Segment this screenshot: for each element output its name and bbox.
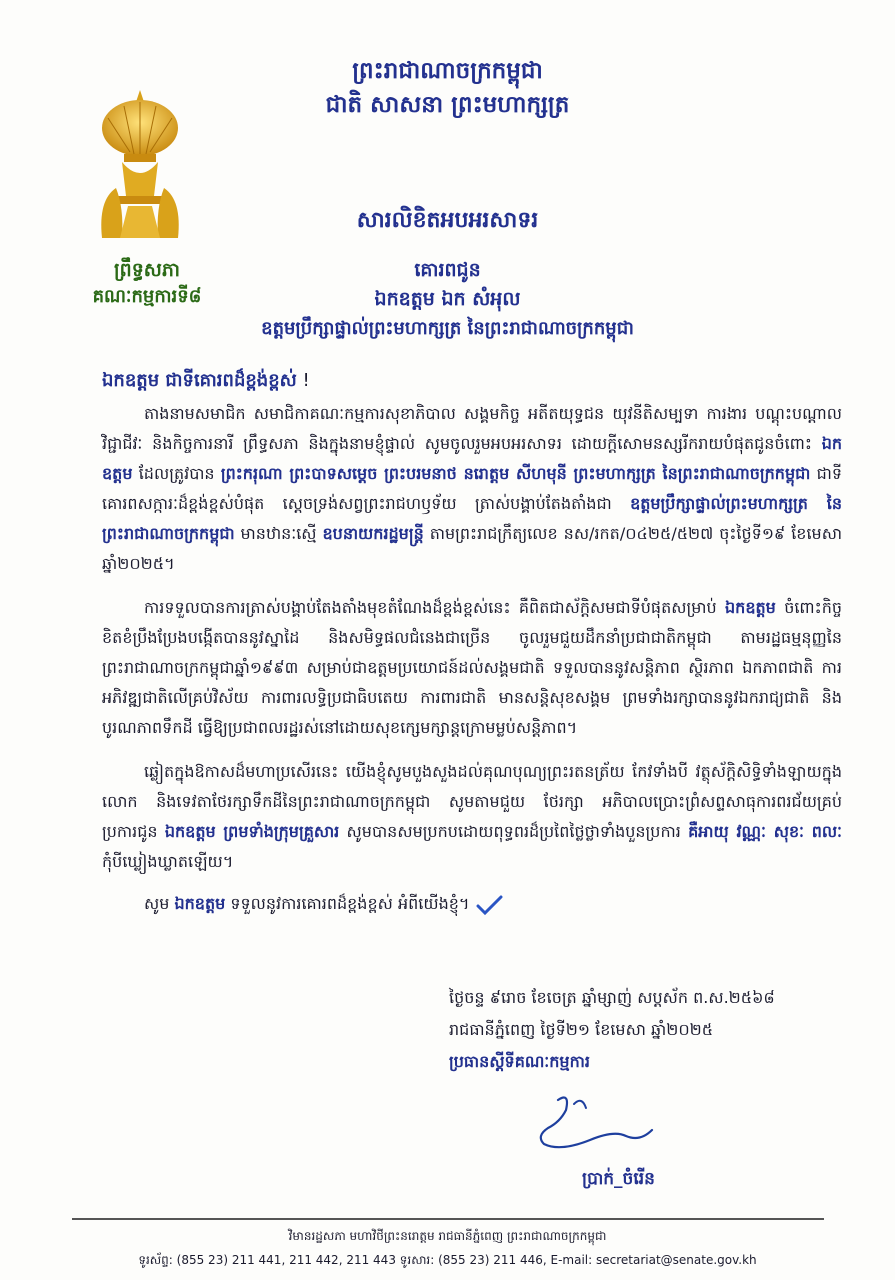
date-lunar: ថ្ងៃចន្ទ ៩រោច ខែចេត្រ ឆ្នាំម្សាញ់ សប្តស័ក ព.ស.២៥៦៨ (449, 988, 775, 1007)
footer-contact: ទូរស័ព្ទ: (855 23) 211 441, 211 442, 211 443 ទូរសារ: (855 23) 211 446, E-mail: secretariat@senate.gov.kh (138, 1253, 757, 1267)
date-block (449, 982, 825, 1078)
recipient-role: ឧត្តមប្រឹក្សាផ្ទាល់ព្រះមហាក្សត្រ នៃព្រះរាជាណាចក្រកម្ពុជា (261, 318, 634, 339)
salutation: ឯកឧត្តម ជាទីគោរពដ៏ខ្ពង់ខ្ពស់ ! (102, 370, 310, 391)
nation-name: ព្រះរាជាណាចក្រកម្ពុជា (352, 58, 543, 84)
to-label: គោរពជូន (414, 259, 481, 281)
sender-org: ព្រឹទ្ធសភា (114, 259, 180, 281)
letter-body (102, 368, 842, 919)
paragraph-2: ការទទួលបានការត្រាស់បង្គាប់តែងតាំងមុខតំណែងដ៏ខ្ពង់ខ្ពស់នេះ គឺពិតជាស័ក្តិសមជាទីបំផុតសម្រាប់ ឯកឧត្តម ចំពោះកិច្ចខិតខំប្រឹងប្រែងបង្កើតបាននូវស្នាដៃ និងសមិទ្ធផលជំនេងជាច្រើន ចូលរួមជួយដឹកនាំប្រជាជាតិកម្ពុជា តាមរដ្ឋធម្មនុញ្ញនៃព្រះរាជាណាចក្រកម្ពុជាឆ្នាំ១៩៩៣ សម្រាប់ជាឧត្តមប្រយោជន៍ដល់សង្គមជាតិ ទទួលបាននូវសន្តិភាព ស្ថិរភាព ឯកភាពជាតិ ការអភិវឌ្ឍជាតិលើគ្រប់វិស័យ ការពារលទ្ធិប្រជាធិបតេយ ការពារជាតិ មានសន្តិសុខសង្គម ព្រមទាំងរក្សាបាននូវឯករាជ្យជាតិ និងបូរណភាពទឹកដី ធ្វើឱ្យប្រជាពលរដ្ឋរស់នៅដោយសុខក្សេមក្សាន្តក្រោមម្លប់សន្តិភាព។ (102, 598, 843, 737)
letter-title: សារលិខិតអបអរសាទរ (356, 208, 539, 233)
sender-committee: គណៈកម្មការទី៨ (92, 286, 202, 307)
footer-address: វិមានរដ្ឋសភា មហាវិថីព្រះនរោត្តម រាជធានីភ្នំពេញ ព្រះរាជាណាចក្រកម្ពុជា (288, 1229, 607, 1243)
footer-divider (72, 1218, 824, 1220)
signature-icon (530, 1090, 660, 1160)
date-solar: រាជធានីភ្នំពេញ ថ្ងៃទី២១ ខែមេសា ឆ្នាំ២០២៥ (449, 1020, 714, 1039)
closing-line: សូម ឯកឧត្តម ទទួលនូវការគោរពដ៏ខ្ពង់ខ្ពស់ អំពីយើងខ្ញុំ។ (102, 889, 842, 919)
national-motto: ជាតិ សាសនា ព្រះមហាក្សត្រ (325, 92, 570, 118)
signer-name: ប្រាក់_ចំរើន (582, 1169, 655, 1189)
recipient-block (0, 256, 895, 343)
letter-footer (0, 1224, 895, 1272)
recipient-name: ឯកឧត្តម ឯក សំអុល (374, 288, 521, 310)
signer-title: ប្រធានស្តីទីគណៈកម្មការ (449, 1052, 590, 1071)
paragraph-1: តាងនាមសមាជិក សមាជិកាគណៈកម្មការសុខាភិបាល សង្គមកិច្ច អតីតយុទ្ធជន យុវនីតិសម្បទា ការងារ បណ្តុះបណ្តាលវិជ្ជាជីវៈ និងកិច្ចការនារី ព្រឹទ្ធសភា និងក្នុងនាមខ្ញុំផ្ទាល់ សូមចូលរួមអបអរសាទរ ដោយក្តីសោមនស្សរីករាយបំផុតជូនចំពោះ ឯកឧត្តម ដែលត្រូវបាន ព្រះករុណា ព្រះបាទសម្តេច ព្រះបរមនាថ នរោត្តម សីហមុនី ព្រះមហាក្សត្រ នៃព្រះរាជាណាចក្រកម្ពុជា ជាទីគោរពសក្ការៈដ៏ខ្ពង់ខ្ពស់បំផុត ស្តេចទ្រង់សព្វព្រះរាជហឫទ័យ ត្រាស់បង្គាប់តែងតាំងជា ឧត្តមប្រឹក្សាផ្ទាល់ព្រះមហាក្សត្រ នៃព្រះរាជាណាចក្រកម្ពុជា មានឋានៈស្មើ ឧបនាយករដ្ឋមន្ត្រី តាមព្រះរាជក្រឹត្យលេខ នស/រកត/០៤២៥/៥២៧ ចុះថ្ងៃទី១៩ ខែមេសា ឆ្នាំ២០២៥។ (102, 404, 843, 573)
paragraph-3: ឆ្លៀតក្នុងឱកាសដ៏មហាប្រសើរនេះ យើងខ្ញុំសូមបួងសួងដល់គុណបុណ្យព្រះរតនត្រ័យ កែវទាំងបី វត្ថុស័ក្តិសិទ្ធិទាំងឡាយក្នុងលោក និងទេវតាថែរក្សាទឹកដីនៃព្រះរាជាណាចក្រកម្ពុជា សូមតាមជួយ ថែរក្សា អភិបាលប្រោះព្រំសព្ទសាធុការពរជ័យគ្រប់ប្រការជូន ឯកឧត្តម ព្រមទាំងក្រុមគ្រួសារ សូមបានសមប្រកបដោយពុទ្ធពរដ៏ប្រពៃថ្លៃថ្លាទាំងបួនប្រការ គឺអាយុ វណ្ណៈ សុខៈ ពលៈ កុំបីឃ្លៀងឃ្លាតឡើយ។ (102, 762, 843, 871)
checkmark-icon (475, 894, 503, 916)
